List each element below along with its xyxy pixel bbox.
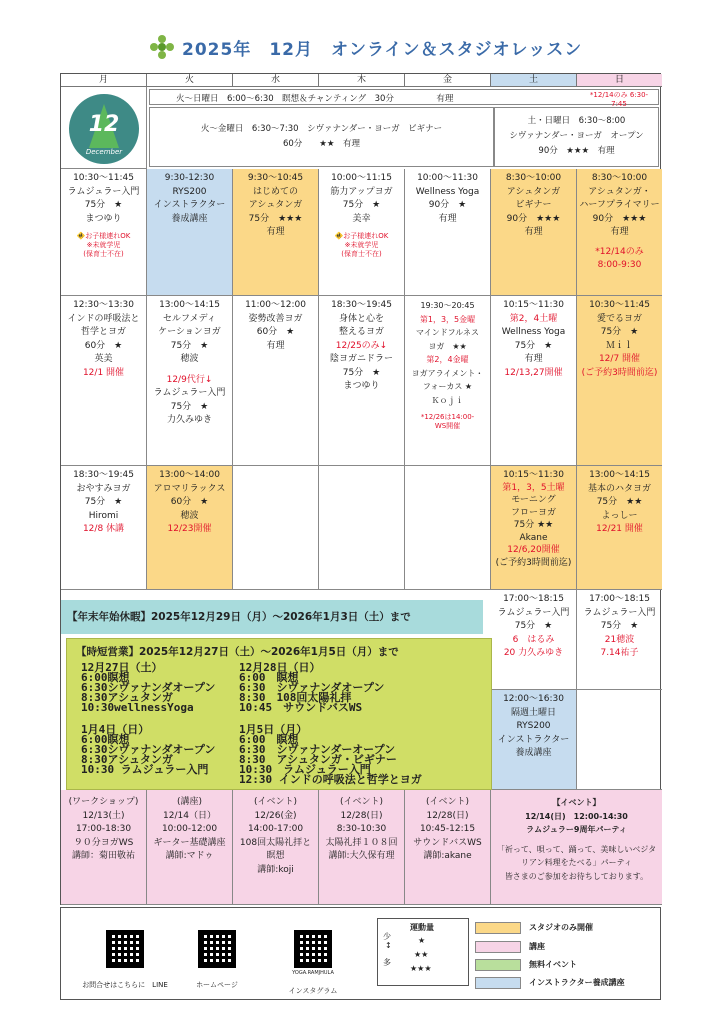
text-line: 10:30 ラムジュラー入門 — [239, 763, 371, 776]
text-line: 9:30-12:30 — [164, 173, 215, 183]
text-line: 18:30～19:45 — [73, 470, 134, 480]
text-line: WS開催 — [434, 422, 461, 430]
class-mon-3 — [61, 466, 147, 590]
text-line: 75分 ★ — [514, 621, 553, 631]
text-line: 8:30～10:00 — [505, 173, 562, 183]
text-line: フォーカス ★ — [422, 382, 473, 391]
text-line: 10:30～11:45 — [73, 173, 134, 183]
text-line: インドの呼吸法と — [67, 313, 140, 324]
text-line: おやすみヨガ — [76, 483, 131, 494]
class-tue-1 — [147, 169, 233, 296]
text-line: Ｍｉｌ — [605, 340, 633, 351]
text-line: 90分 ★ — [428, 200, 467, 210]
text-line: 基本のハタヨガ — [587, 483, 651, 494]
legend-label-studio: スタジオのみ開催 — [529, 923, 593, 932]
text-line: 17:00～18:15 — [589, 594, 650, 604]
text-line: 8:30～10:00 — [591, 173, 648, 183]
class-fri-2 — [405, 296, 491, 466]
text-line: 有理 — [524, 354, 543, 364]
text-line: RYS200 — [516, 721, 551, 731]
text-line: ラムジュラー入門 — [67, 186, 140, 197]
homepage-qr-code[interactable] — [198, 930, 236, 968]
text-line: 12/8 休講 — [82, 524, 125, 534]
legend-swatch-training — [475, 977, 521, 989]
short-hours-dec27 — [81, 663, 215, 713]
text-line: モーニング — [511, 495, 556, 505]
sivananda-open-name: シヴァナンダー・ヨーガ オープン — [509, 131, 644, 141]
text-line: 6:00 瞑想 — [239, 671, 299, 684]
text-line: ※未就学児 — [344, 241, 379, 249]
class-fri-1 — [405, 169, 491, 296]
text-line: まつゆり — [85, 213, 122, 224]
line-qr-label: お問合せはこちらに LINE — [82, 981, 168, 989]
class-mon-1 — [61, 169, 147, 296]
text-line: お子様連れOK — [85, 232, 131, 240]
text-line: 太陽礼拝１０８回 — [325, 837, 398, 848]
text-line: 12/28(日) — [340, 810, 383, 821]
text-line: 講師:大久保有理 — [328, 851, 395, 861]
text-line: (イベント) — [425, 797, 470, 807]
text-line: 講師:akane — [423, 851, 472, 861]
legend-label-free-event: 無料イベント — [529, 960, 577, 969]
text-line: 10:45 サウンドバスWS — [239, 701, 363, 714]
class-tue-2 — [147, 296, 233, 466]
text-line: 12:30～13:30 — [73, 300, 134, 310]
text-line: 8:30 108回太陽礼拝 — [239, 691, 352, 704]
class-thu-1 — [319, 169, 405, 296]
text-line: 75分 ★★ — [513, 520, 554, 530]
short-hours-heading: 【時短営業】2025年12月27日（土）～2026年1月5日（月）まで — [76, 646, 399, 658]
text-line: 10:45-12:15 — [419, 824, 476, 834]
text-line: 75分 ★ — [514, 340, 553, 351]
text-line: 12/28(日) — [426, 810, 469, 821]
kids-ok-note — [61, 232, 146, 241]
text-line: 8:00-9:30 — [597, 260, 642, 270]
text-line: (保育士不在) — [83, 250, 124, 258]
text-line: 美幸 — [352, 213, 371, 224]
text-line: 90分 ★★★ — [506, 213, 561, 224]
day-header-tue: 火 — [147, 74, 233, 87]
text-line: まつゆり — [343, 381, 380, 391]
text-line: RYS200 — [172, 186, 207, 197]
text-line: 英美 — [94, 354, 113, 364]
short-hours-dec28 — [239, 663, 384, 713]
text-line: アシュタンガ — [506, 186, 561, 197]
flower-icon — [150, 35, 174, 59]
text-line: よっしー — [601, 510, 638, 521]
text-line: マインドフルネス — [415, 328, 480, 337]
text-line: ハーフプライマリー — [579, 200, 660, 210]
sivananda-beginner-time: 火～金曜日 6:30～7:30 シヴァナンダー・ヨーガ ビギナー — [200, 124, 443, 134]
intensity-high: 多 — [383, 958, 391, 967]
text-line: 13:00～14:15 — [589, 470, 650, 480]
text-line: ビギナー — [515, 200, 552, 210]
text-line: 整えるヨガ — [338, 327, 384, 337]
text-line: 10:00～11:15 — [331, 173, 392, 183]
empty-cell — [577, 690, 662, 790]
text-line: 10:15～11:30 — [503, 470, 564, 480]
text-line: 12/9代行↓ — [166, 374, 213, 385]
event-gita-course — [147, 790, 233, 905]
text-line: 愛でるヨガ — [596, 313, 642, 324]
arrow-updown-icon: ↕ — [385, 941, 392, 950]
text-line: 6:30シヴァナンダオープン — [81, 743, 216, 756]
text-line: ヨガ ★★ — [428, 341, 467, 351]
text-line: 12/7 開催 — [598, 354, 641, 364]
text-line: 講師:koji — [257, 864, 294, 875]
text-line: 8:30-10:30 — [336, 824, 387, 834]
text-line: ※未就学児 — [86, 241, 121, 249]
text-line: Ｋｏｊｉ — [431, 395, 464, 405]
text-line: 75分 ★ — [84, 497, 123, 507]
class-sat-1 — [491, 169, 577, 296]
text-line: 10:00～11:30 — [417, 173, 478, 183]
short-hours-block — [66, 638, 492, 790]
text-line: Wellness Yoga — [415, 186, 480, 197]
text-line: 養成講座 — [515, 748, 552, 758]
star-two: ★★ — [414, 950, 429, 959]
text-line: 12/23開催 — [167, 524, 212, 534]
legend-swatch-course — [475, 941, 521, 953]
text-line: 筋力アップヨガ — [330, 186, 393, 197]
short-hours-jan4 — [81, 725, 215, 775]
text-line: セルフメディ — [163, 313, 216, 324]
text-line: 75分 ★ — [84, 200, 123, 210]
class-wed-2 — [233, 296, 319, 466]
text-line: 「祈って、唄って、踊って、美味しいベジタ — [496, 844, 657, 854]
intensity-low: 少 — [383, 932, 391, 941]
text-line: 18:30～19:45 — [331, 300, 392, 310]
star-one: ★ — [418, 936, 426, 945]
text-line: 17:00～18:15 — [503, 594, 564, 604]
text-line: 6:00瞑想 — [81, 733, 130, 746]
text-line: 12月28日（日） — [239, 661, 321, 674]
footer-legend — [60, 907, 661, 1000]
text-line: 講師：菊田敬祐 — [71, 851, 135, 861]
class-thu-2 — [319, 296, 405, 466]
text-line: 10:30～11:45 — [589, 300, 650, 310]
text-line: インストラクター — [497, 734, 570, 745]
text-line: 第1，3，5土曜 — [502, 482, 565, 493]
text-line: 14:00-17:00 — [247, 824, 304, 834]
text-line: 8:30 アシュタンガ・ビギナー — [239, 753, 397, 766]
day-header-mon: 月 — [61, 74, 147, 87]
event-soundbath — [405, 790, 491, 905]
text-line: ギーター基礎講座 — [153, 837, 226, 848]
text-line: ケーションヨガ — [158, 327, 221, 337]
text-line: 75分 ★ — [600, 327, 639, 337]
text-line: 12:30 インドの呼吸法と哲学とヨガ — [239, 773, 422, 786]
tree-number: 12 — [88, 112, 120, 137]
text-line: 6:30 シヴァナンダオープン — [239, 681, 385, 694]
text-line: 穂波 — [180, 354, 199, 364]
text-line: 75分 ★ — [170, 401, 209, 412]
text-line: 6 はるみ — [512, 634, 555, 645]
text-line: 12/13(土) — [82, 810, 125, 821]
text-line: (講座) — [176, 797, 203, 807]
class-sat-4 — [491, 590, 577, 690]
text-line: サウンドバスWS — [413, 837, 482, 848]
child-icon: 🚸 — [334, 232, 344, 240]
text-line: 6:00 瞑想 — [239, 733, 299, 746]
class-sun-2 — [577, 296, 662, 466]
class-sat-2 — [491, 296, 577, 466]
text-line: 12:00～16:30 — [503, 694, 564, 704]
text-line: Akane — [519, 532, 548, 543]
text-line: 陰ヨガニドラー — [329, 354, 393, 364]
text-line: ラムジュラー入門 — [153, 388, 226, 398]
class-sun-3 — [577, 466, 662, 590]
sivananda-beginner — [149, 107, 494, 167]
text-line: 12/13,27開催 — [504, 367, 563, 378]
meditation-text: 火～日曜日 6:00～6:30 瞑想＆チャンティング 30分 有理 — [176, 94, 454, 104]
short-hours-jan5 — [239, 725, 422, 785]
text-line: ヨガアライメント・ — [411, 368, 484, 378]
text-line: 75分 ★ — [170, 340, 209, 351]
empty-cell — [233, 466, 319, 590]
day-header-fri: 金 — [405, 74, 491, 87]
sivananda-open — [494, 107, 659, 167]
text-line: アシュタンガ・ — [588, 186, 651, 197]
text-line: 有理 — [524, 227, 543, 237]
sivananda-beginner-detail: 60分 ★★ 有理 — [282, 139, 361, 149]
text-line: 【イベント】 — [552, 798, 601, 807]
text-line: 12/14(日) 12:00-14:30 — [525, 811, 628, 821]
text-line: 1月5日（月） — [239, 723, 308, 736]
text-line: 12/25のみ↓ — [335, 340, 388, 351]
text-line: ラムジュラー入門 — [583, 607, 656, 618]
day-header-thu: 木 — [319, 74, 405, 87]
text-line: 60分 ★ — [256, 327, 295, 337]
text-line: 12/14（日） — [163, 810, 216, 821]
text-line: 哲学とヨガ — [80, 327, 126, 337]
text-line: 有理 — [266, 227, 285, 237]
text-line: 10:30wellnessYoga — [81, 701, 194, 714]
text-line: はじめての — [252, 186, 298, 197]
text-line: 有理 — [266, 340, 285, 351]
text-line: 1月4日（日） — [81, 723, 150, 736]
text-line: 60分 ★ — [170, 497, 209, 507]
text-line: 19:30～20:45 — [420, 301, 475, 310]
homepage-qr-label: ホームページ — [196, 981, 238, 989]
schedule-table — [60, 73, 661, 905]
text-line: ラムジュラー入門 — [497, 607, 570, 618]
intensity-scale — [377, 918, 469, 986]
text-line: 隔週土曜日 — [510, 707, 556, 718]
text-line: 60分 ★ — [84, 340, 123, 351]
day-header-sat: 土 — [491, 74, 577, 87]
text-line: 第2，4金曜 — [426, 355, 469, 364]
text-line: 有理 — [610, 227, 629, 237]
text-line: リアン料理をたべる」パーティ — [520, 858, 633, 867]
day-header-sun: 日 — [577, 74, 662, 87]
class-sat-3 — [491, 466, 577, 590]
page-title-wrap — [150, 34, 590, 60]
text-line: 9:30～10:45 — [247, 173, 304, 183]
text-line: 10:30 ラムジュラー入門 — [81, 763, 209, 776]
event-surya-dec28 — [319, 790, 405, 905]
class-sun-1 — [577, 169, 662, 296]
text-line: 75分 ★ — [342, 367, 381, 378]
sivananda-open-detail: 90分 ★★★ 有理 — [538, 146, 615, 156]
text-line: (ご予約3時間前迄) — [495, 557, 572, 568]
text-line: 12/1 開催 — [82, 367, 125, 378]
class-wed-1 — [233, 169, 319, 296]
text-line: 12/6,20開催 — [507, 545, 560, 555]
text-line: 姿勢改善ヨガ — [248, 313, 303, 324]
text-line: 12/21 開催 — [596, 524, 643, 534]
text-line: 穂波 — [180, 510, 199, 521]
text-line: 力久みゆき — [166, 415, 212, 425]
text-line: 10:00-12:00 — [161, 824, 218, 834]
text-line: (保育士不在) — [341, 250, 382, 258]
text-line: Wellness Yoga — [501, 327, 566, 337]
text-line: お子様連れOK — [343, 232, 389, 240]
text-line: 6:00瞑想 — [81, 671, 130, 684]
text-line: (イベント) — [253, 797, 298, 807]
meditation-note: *12/14のみ 6:30-7:45 — [589, 91, 649, 108]
text-line: 6:30 シヴァナンダーオープン — [239, 743, 396, 756]
text-line: 17:00-18:30 — [75, 824, 132, 834]
child-icon: 🚸 — [76, 232, 86, 240]
text-line: 21穂波 — [604, 634, 635, 645]
text-line: アロマリラックス — [153, 483, 226, 494]
instagram-handle: YOGA.RAMJHULA — [292, 970, 334, 976]
event-surya-dec26 — [233, 790, 319, 905]
text-line: 第2，4土曜 — [509, 313, 558, 324]
line-qr-code[interactable] — [106, 930, 144, 968]
text-line: *12/26は14:00- — [420, 413, 475, 421]
text-line: 身体と心を — [338, 313, 384, 324]
text-line: 75分 ★ — [600, 621, 639, 631]
text-line: 10:15～11:30 — [503, 300, 564, 310]
intensity-title: 運動量 — [410, 923, 434, 932]
class-tue-3 — [147, 466, 233, 590]
text-line: 90分 ★★★ — [592, 213, 647, 224]
text-line: ９０分ヨガWS — [73, 837, 134, 848]
legend-swatch-studio — [475, 922, 521, 934]
text-line: アシュタンガ — [248, 200, 303, 210]
instagram-qr-label: インスタグラム — [288, 987, 338, 995]
text-line: 8:30アシュタンガ — [81, 691, 173, 704]
text-line: 7.14祐子 — [600, 648, 639, 658]
text-line: 75分 ★★ — [596, 497, 643, 507]
december-tree-cell — [61, 87, 147, 169]
text-line: (イベント) — [339, 797, 384, 807]
class-sun-4 — [577, 590, 662, 690]
text-line: 108回太陽礼拝と — [239, 837, 312, 848]
text-line: 12月27日（土） — [81, 661, 163, 674]
holiday-banner: 【年末年始休暇】2025年12月29日（月）～2026年1月3日（土）まで — [61, 600, 483, 634]
christmas-tree-icon — [69, 94, 139, 164]
star-three: ★★★ — [410, 964, 432, 973]
text-line: 20 力久みゆき — [503, 648, 564, 658]
text-line: *12/14のみ — [595, 246, 644, 257]
text-line: 講師:マドゥ — [165, 851, 214, 861]
text-line: (ワークショップ) — [68, 797, 139, 807]
text-line: 13:00～14:15 — [159, 300, 220, 310]
text-line: インストラクター — [153, 200, 226, 210]
text-line: フローヨガ — [510, 507, 556, 518]
legend-label-training: インストラクター養成講座 — [529, 978, 625, 987]
text-line: 皆さまのご参加をお待ちしております。 — [504, 871, 649, 881]
page-title: 2025年 12月 オンライン＆スタジオレッスン — [182, 39, 583, 60]
text-line: 有理 — [438, 213, 457, 224]
tree-label: December — [85, 148, 123, 156]
instagram-qr-code[interactable] — [294, 930, 332, 968]
text-line: (ご予約3時間前迄) — [581, 367, 658, 378]
text-line: Hiromi — [88, 510, 119, 521]
event-anniversary-party — [491, 790, 662, 905]
text-line: 12/26(金) — [254, 810, 297, 821]
text-line: 75分 ★ — [342, 200, 381, 210]
event-workshop — [61, 790, 147, 905]
meditation-row — [149, 89, 659, 108]
text-line: 6:30シヴァナンダオープン — [81, 681, 216, 694]
empty-cell — [319, 466, 405, 590]
text-line: 8:30アシュタンガ — [81, 753, 173, 766]
empty-cell — [405, 466, 491, 590]
text-line: 瞑想 — [266, 851, 285, 861]
text-line: ラムジュラー9周年パーティ — [526, 825, 627, 834]
legend-label-course: 講座 — [529, 942, 545, 951]
sivananda-open-time: 土・日曜日 6:30～8:00 — [527, 116, 626, 126]
rys200-saturday — [491, 690, 577, 790]
text-line: 75分 ★★★ — [248, 213, 303, 224]
day-header-wed: 水 — [233, 74, 319, 87]
text-line: 13:00～14:00 — [159, 470, 220, 480]
legend-swatch-free-event — [475, 959, 521, 971]
class-mon-2 — [61, 296, 147, 466]
text-line: 11:00～12:00 — [245, 300, 306, 310]
text-line: 養成講座 — [171, 213, 208, 224]
text-line: 第1，3，5金曜 — [419, 314, 476, 324]
